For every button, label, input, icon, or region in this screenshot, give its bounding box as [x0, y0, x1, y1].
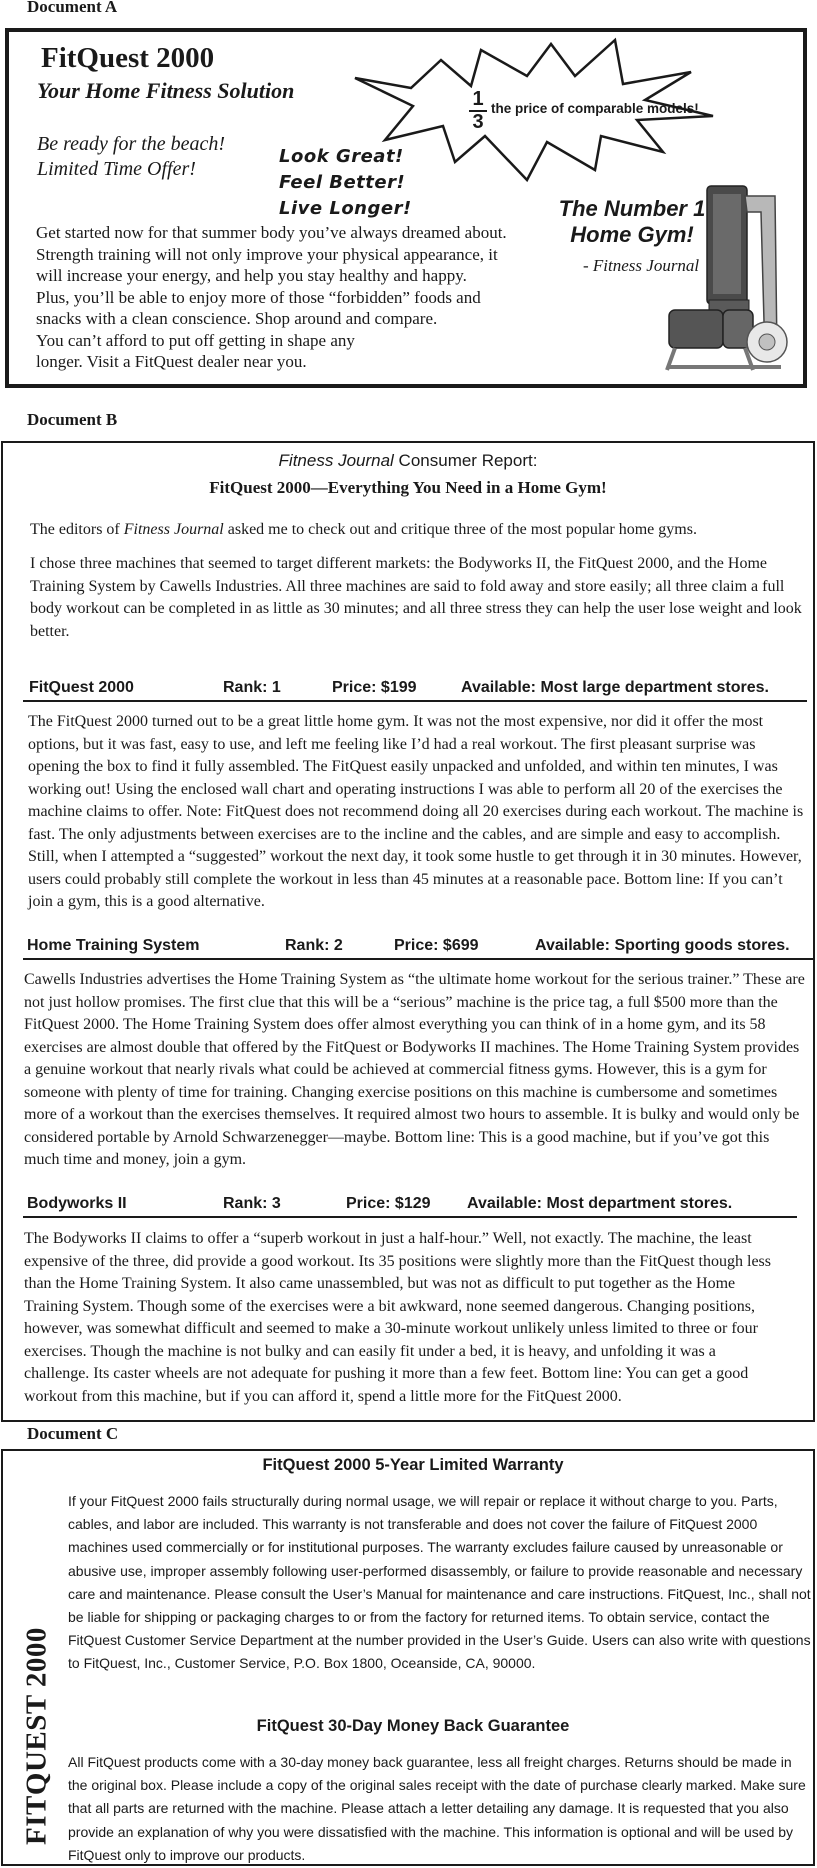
product-rank: Rank: 3 — [223, 1195, 281, 1212]
price-claim: the price of comparable models! — [491, 101, 699, 116]
product-price: Price: $699 — [394, 937, 479, 954]
product-price: Price: $129 — [346, 1195, 431, 1212]
fraction-denominator: 3 — [472, 111, 484, 133]
vertical-brand-label: FITQUEST 2000 — [20, 1627, 53, 1845]
document-b-label: Document B — [27, 410, 118, 429]
slogan: Look Great! — [279, 146, 404, 167]
fraction-numerator: 1 — [472, 88, 484, 110]
product-name: Home Training System — [27, 937, 200, 954]
review-text-fitquest: The FitQuest 2000 turned out to be a great little home gym. It was not the most expensive, nor did it offer the most options, but it was fast, easy to use, and left me feeling like I’d had a real workout. The first pleasant surprise was opening the box to find it fully assembled. The FitQuest easily unpacked and unfolded, and within ten minutes, I was working out! Using the enclosed wall chart and operating instructions I was able to perform all 20 of the exercises the machine claims to offer. Note: FitQuest does not recommend doing all 20 exercises during each workout. The machine is fast. The only adjustments between exercises are to the incline and the cables, and are simple and easy to accomplish. Still, when I attempted a “suggested” workout the next day, it took some hustle to get through it in 30 minutes. However, users could probably still complete the workout in less than 45 minutes at a reasonable pace. Bottom line: If you can’t join a gym, this is a good alternative. — [28, 713, 804, 910]
intro-paragraph-2: I chose three machines that seemed to target different markets: the Bodyworks II, the FitQuest 2000, and the Home Training System by Cawells Industries. All three machines are said to fold away and store easily; all three claim a full body workout can be completed in as little as 30 minutes; and all three stress they can help the user lose weight and look better. — [30, 555, 802, 640]
product-price: Price: $199 — [332, 679, 417, 696]
report-title-rest: Consumer Report: — [393, 451, 538, 470]
ad-body-text: Get started now for that summer body you’ve always dreamed about. Strength training will not only improve your physical appearance, it will increase your energy, and help you stay healthy and happy. Plus, you’ll be able to enjoy more of those “forbidden” foods and snacks with a clean conscience. Shop around and compare. You can’t afford to put off getting in shape any longer. Visit a FitQuest dealer near you. — [36, 223, 507, 371]
product-name: FitQuest 2000 — [29, 679, 134, 696]
promo-text — [37, 132, 225, 182]
intro-paragraph — [30, 519, 810, 542]
vertical-brand-text — [17, 1621, 57, 1851]
review-header-home-training — [23, 936, 813, 960]
promo-line: Be ready for the beach! — [37, 133, 226, 155]
warranty-text: If your FitQuest 2000 fails structurally during normal usage, we will repair or replace it without charge to you. Parts, cables, and labor are included. This warranty is not transferable and does not cover the failure of FitQuest 2000 machines used commercially or for institutional purposes. The warranty excludes failure caused by unreasonable or abusive use, improper assembly following user-performed disassembly, or failure to provide reasonable and necessary care and maintenance. Please consult the User’s Manual for maintenance and care instructions. FitQuest, Inc., shall not be liable for shipping or packaging charges to or from the factory for returned items. To obtain service, contact the FitQuest Customer Service Department at the number provided in the User’s Guide. Users can also write with questions to FitQuest, Inc., Customer Service, P.O. Box 1800, Oceanside, CA, 90000. — [68, 1493, 811, 1672]
consumer-report-panel — [1, 441, 815, 1422]
review-text-bodyworks: The Bodyworks II claims to offer a “superb workout in just a half-hour.” Well, not exactly. The machine, the least expensive of the three, did provide a good workout. Its 35 positions were slightly more than the FitQuest though less than the Home Training System. It also came unassembled, but was not as difficult to put together as the Home Training System. Though some of the exercises were a bit awkward, none seemed dangerous. Changing positions, however, was somewhat difficult and seemed to make a 30-minute workout unlikely unless limited to three or four exercises. Though the machine is not bulky and can easily fit under a bed, it is heavy, and unfolding it was a challenge. Its caster wheels are not adequate for pushing it more than a few feet. Bottom line: You can get a good workout from this machine, but if you can afford it, spend a little more for the FitQuest 2000. — [24, 1230, 771, 1405]
slogan: Feel Better! — [279, 172, 406, 193]
review-header-fitquest — [23, 678, 807, 702]
product-availability: Available: Most department stores. — [467, 1195, 733, 1212]
advertisement-panel — [5, 28, 807, 388]
report-title-journal: Fitness Journal — [278, 451, 394, 470]
product-rank: Rank: 1 — [223, 679, 281, 696]
intro-journal-name: Fitness Journal — [123, 521, 224, 538]
product-availability: Available: Sporting goods stores. — [535, 937, 790, 954]
intro-text: asked me to check out and critique three of the most popular home gyms. — [223, 521, 697, 538]
claim-line: Home Gym! — [570, 222, 694, 247]
claim-line: The Number 1 — [558, 196, 706, 221]
quote-source: - Fitness Journal — [583, 256, 700, 275]
report-title — [3, 451, 813, 471]
warranty-panel — [1, 1449, 815, 1866]
slogan: Live Longer! — [279, 198, 412, 219]
product-name: Bodyworks II — [27, 1195, 127, 1212]
intro-text: The editors of — [30, 521, 124, 538]
promo-line: Limited Time Offer! — [37, 158, 196, 180]
review-text-home-training: Cawells Industries advertises the Home Training System as “the ultimate home workout for the serious trainer.” These are not just hollow promises. The first clue that this will be a “serious” machine is the price tag, a full $500 more than the FitQuest 2000. The Home Training System does offer almost everything you can think of in a home gym, and its 58 exercises are almost double that offered by the FitQuest or Bodyworks II machines. The Home Training System provides a genuine workout that nearly rivals what could be achieved at commercial fitness gyms. However, this is a gym for someone with plenty of time for training. Changing exercise positions on this machine is cumbersome and sometimes more of a workout than the exercises themselves. It required almost two hours to assemble. It is bulky and would only be considered portable by Arnold Schwarzenegger—maybe. Bottom line: This is a good machine, but if you’ve got this much time and money, join a gym. — [24, 971, 805, 1168]
guarantee-text: All FitQuest products come with a 30-day money back guarantee, less all freight charges. Returns should be made in the original box. Please include a copy of the original sales receipt with the date of purchase clearly marked. Make sure that all parts are returned with the machine. Please attach a letter detailing any damage. It is requested that you also provide an explanation of why you were dissatisfied with the machine. This information is optional and will be used by FitQuest only to improve our products. — [68, 1754, 806, 1863]
document-a-label: Document A — [27, 0, 118, 16]
product-availability: Available: Most large department stores. — [461, 679, 769, 696]
product-rank: Rank: 2 — [285, 937, 343, 954]
home-gym-machine-icon — [649, 182, 799, 382]
brand-title: FitQuest 2000 — [41, 42, 215, 74]
document-c-label: Document C — [27, 1424, 119, 1443]
one-third-fraction — [469, 89, 487, 133]
review-header-bodyworks — [23, 1194, 797, 1218]
report-subtitle: FitQuest 2000—Everything You Need in a Home Gym! — [209, 478, 607, 497]
brand-tagline: Your Home Fitness Solution — [37, 78, 295, 103]
guarantee-title: FitQuest 30-Day Money Back Guarantee — [256, 1717, 570, 1735]
warranty-title: FitQuest 2000 5-Year Limited Warranty — [262, 1456, 564, 1474]
